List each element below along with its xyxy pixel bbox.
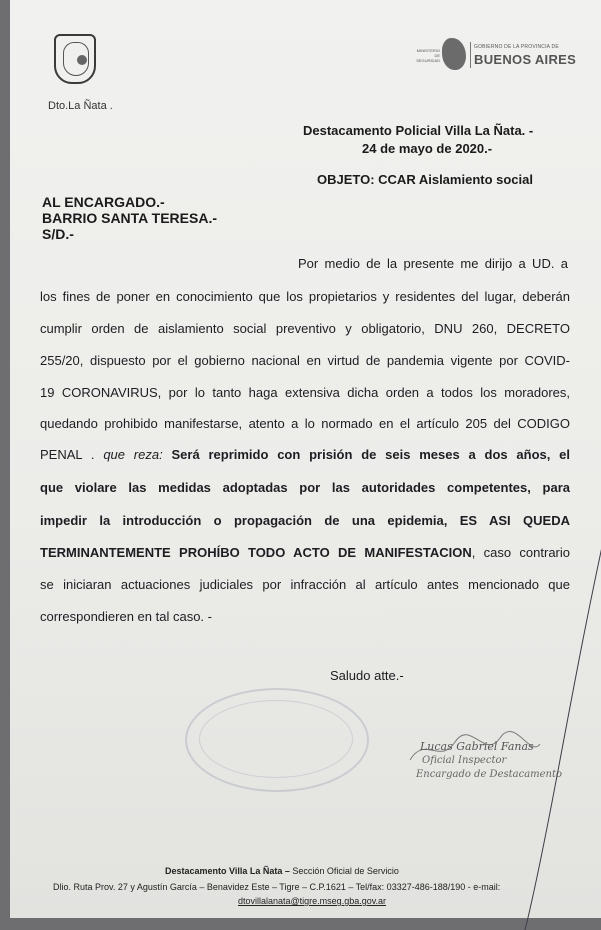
recipient-line-2: BARRIO SANTA TERESA.- bbox=[42, 210, 217, 226]
body-line: cumplir orden de aislamiento social preventivo y obligatorio, DNU 260, DECRETO bbox=[40, 321, 570, 336]
signature-role: Encargado de Destacamento bbox=[416, 769, 563, 780]
footer-address: Dlio. Ruta Prov. 27 y Agustín García – Benavidez Este – Tigre – C.P.1621 – Tel/fax: 03327-486-188/190 - e-mail: bbox=[53, 882, 501, 892]
closing-greeting: Saludo atte.- bbox=[330, 668, 404, 683]
pen-mark-icon bbox=[480, 510, 601, 930]
police-shield-icon bbox=[54, 34, 96, 84]
footer-line-1: Destacamento Villa La Ñata – Sección Oficial de Servicio bbox=[165, 866, 399, 876]
body-line: se iniciaran actuaciones judiciales por infracción al artículo antes mencionado que bbox=[40, 577, 570, 592]
body-line: 19 CORONAVIRUS, por lo tanto haga extensiva dicha orden a todos los moradores, bbox=[40, 385, 570, 400]
letter-date: 24 de mayo de 2020.- bbox=[362, 141, 493, 156]
body-line: Por medio de la presente me dirijo a UD. a bbox=[298, 256, 568, 271]
logo-divider bbox=[470, 42, 471, 68]
signature-rank: Oficial Inspector bbox=[422, 755, 507, 766]
gov-logo-top: GOBIERNO DE LA PROVINCIA DE bbox=[474, 44, 559, 50]
body-line: TERMINANTEMENTE PROHÍBO TODO ACTO DE MANIFESTACION, caso contrario bbox=[40, 545, 570, 560]
body-line: que violare las medidas adoptadas por las autoridades competentes, para bbox=[40, 480, 570, 495]
department-label: Dto.La Ñata . bbox=[48, 100, 113, 112]
station-title: Destacamento Policial Villa La Ñata. - bbox=[303, 123, 534, 138]
ministry-label: MINISTERIO DE SEGURIDAD bbox=[416, 48, 440, 63]
letter-object: OBJETO: CCAR Aislamiento social bbox=[317, 172, 533, 187]
body-line: quedando prohibido manifestarse, atento a lo normado en el artículo 205 del CODIGO bbox=[40, 416, 570, 431]
recipient-line-3: S/D.- bbox=[42, 226, 74, 242]
recipient-line-1: AL ENCARGADO.- bbox=[42, 194, 165, 210]
body-line: PENAL . que reza: Será reprimido con prisión de seis meses a dos años, el bbox=[40, 447, 570, 462]
footer-email-link[interactable]: dtovillalanata@tigre.mseg.gba.gov.ar bbox=[238, 896, 387, 906]
province-emblem-icon bbox=[442, 38, 466, 70]
signature-name: Lucas Gabriel Fanas bbox=[420, 740, 534, 753]
body-line: los fines de poner en conocimiento que los propietarios y residentes del lugar, deberán bbox=[40, 289, 570, 304]
letter-page bbox=[10, 0, 601, 918]
body-line: 255/20, dispuesto por el gobierno nacional en virtud de pandemia vigente por COVID- bbox=[40, 353, 570, 368]
body-line: correspondieren en tal caso. - bbox=[40, 609, 212, 624]
gov-logo-main: BUENOS AIRES bbox=[474, 52, 577, 67]
body-line: impedir la introducción o propagación de una epidemia, ES ASI QUEDA bbox=[40, 513, 570, 528]
official-stamp-icon bbox=[185, 688, 369, 792]
